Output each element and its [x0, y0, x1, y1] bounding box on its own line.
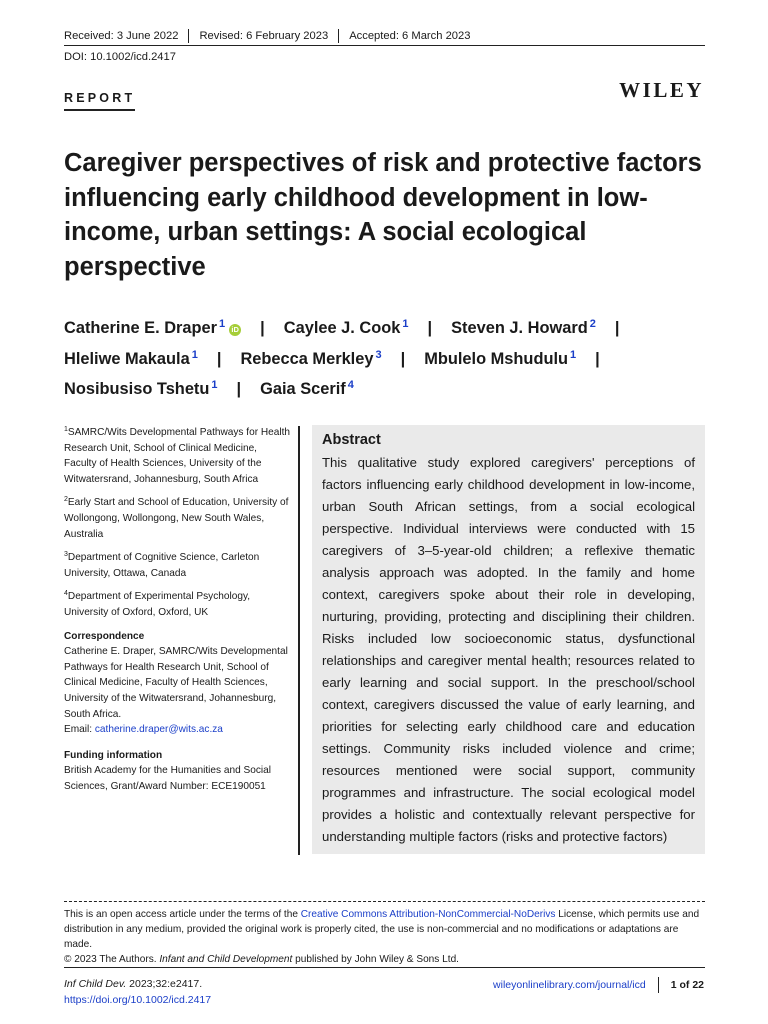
- section-underline: [64, 109, 135, 111]
- orcid-icon[interactable]: iD: [229, 324, 241, 336]
- publisher-logo: WILEY: [619, 78, 704, 102]
- funding-text: British Academy for the Humanities and Social Sciences, Grant/Award Number: ECE190051: [64, 765, 272, 792]
- abstract-text: This qualitative study explored caregivers' perceptions of factors influencing early childhood development in low-income, urban South African settings, from a social ecological perspective. Individual interviews were conducted with 15 caregivers of 3–5-year-old children; a reflexive thematic analysis approach was adopted. In the family and home context, caregivers spoke about their role in developing, nurturing, providing, protecting and disciplining their children. Risks included low socioeconomic status, dysfunctional relationships and caregiver mental health; resources related to early learning and social support. In the preschool/school context, caregivers discussed the value of early learning, and priorities for selecting early childhood care and education settings. Community risks included violence and crime; resources mentioned were social support, community programmes and infrastructure. The social ecological model provides a holistic and contextually relevant perspective for understanding multiple factors (risks and protective factors): [322, 455, 695, 844]
- accepted-date: Accepted: 6 March 2023: [338, 29, 480, 43]
- footer-right: [493, 977, 704, 993]
- author-separator: |: [400, 349, 406, 368]
- affiliation: $^3$Department of Cognitive Science, Carleton University, Ottawa, Canada: [64, 551, 260, 579]
- author[interactable]: Gaia Scerif $^4$: [260, 379, 354, 398]
- affiliation: $^4$Department of Experimental Psychology, University of Oxford, Oxford, UK: [64, 590, 251, 618]
- footer-rule: [64, 967, 705, 968]
- author[interactable]: Nosibusiso Tshetu $^1$: [64, 379, 218, 398]
- author[interactable]: Rebecca Merkley $^3$: [240, 348, 382, 368]
- author-separator: |: [236, 380, 242, 398]
- header-rule: [64, 45, 705, 46]
- affiliation: $^2$Early Start and School of Education, University of Wollongong, Wollongong, New South Wales, Australia: [64, 496, 289, 540]
- correspondence-text: Catherine E. Draper, SAMRC/Wits Developmental Pathways for Health Research Unit, School of Clinical Medicine, Faculty of Health Sciences, University of the Witwatersrand, Johannesburg, South Africa. Email: catherine.draper@wits.ac.za: [64, 646, 288, 736]
- revised-date: Revised: 6 February 2023: [188, 29, 338, 43]
- author-separator: |: [595, 349, 600, 368]
- author[interactable]: Catherine E. Draper $^1$ iD: [64, 319, 241, 337]
- article-dates: [64, 29, 480, 43]
- doi-header: DOI: 10.1002/icd.2417: [64, 51, 176, 63]
- affiliation: $^1$SAMRC/Wits Developmental Pathways for Health Research Unit, School of Clinical Medicine, Faculty of Health Sciences, University of the Witwatersrand, Johannesburg, South Africa: [64, 426, 291, 485]
- author-list: [64, 311, 709, 403]
- abstract-heading: Abstract: [322, 432, 381, 448]
- author-separator: |: [614, 319, 620, 337]
- footnote-divider: [64, 901, 705, 902]
- doi-link[interactable]: https://doi.org/10.1002/icd.2417: [64, 993, 212, 1006]
- section-label: REPORT: [64, 91, 136, 105]
- article-title: Caregiver perspectives of risk and protective factors influencing early childhood development in low-income, urban settings: A social ecological perspective: [64, 149, 702, 281]
- correspondence-heading: Correspondence: [64, 630, 145, 642]
- author[interactable]: Steven J. Howard $^2$: [451, 318, 596, 337]
- page-number: 1 of 22: [670, 979, 704, 991]
- column-divider: [298, 426, 300, 855]
- abstract-box: [312, 425, 705, 854]
- author-separator: |: [260, 319, 265, 337]
- received-date: Received: 3 June 2022: [64, 30, 179, 42]
- copyright-notice: © 2023 The Authors. Infant and Child Development published by John Wiley & Sons Ltd.: [64, 954, 459, 965]
- side-column: [64, 422, 292, 794]
- author-separator: |: [216, 349, 222, 368]
- email-link[interactable]: catherine.draper@wits.ac.za: [94, 724, 223, 736]
- author[interactable]: Mbulelo Mshudulu $^1$: [424, 348, 577, 368]
- license-link[interactable]: Creative Commons Attribution-NonCommercial-NoDerivs: [300, 909, 556, 920]
- author-separator: |: [427, 319, 433, 337]
- author[interactable]: Hleliwe Makaula $^1$: [64, 348, 198, 368]
- author[interactable]: Caylee J. Cook $^1$: [283, 318, 409, 337]
- license-notice: This is an open access article under the terms of the Creative Commons Attribution-NonCommercial-NoDerivs License, which permits use and distribution in any medium, provided the original work is properly cited, the use is non-commercial and no modifications or adaptations are made. © 2023 The Authors. Infant and Child Development published by John Wiley & Sons Ltd.: [64, 907, 705, 967]
- citation: Inf Child Dev. 2023;32:e2417. https://doi.org/10.1002/icd.2417: [64, 977, 211, 1008]
- journal-site-link[interactable]: wileyonlinelibrary.com/journal/icd: [493, 979, 646, 991]
- footer-separator: [658, 977, 659, 993]
- funding-heading: Funding information: [64, 749, 163, 761]
